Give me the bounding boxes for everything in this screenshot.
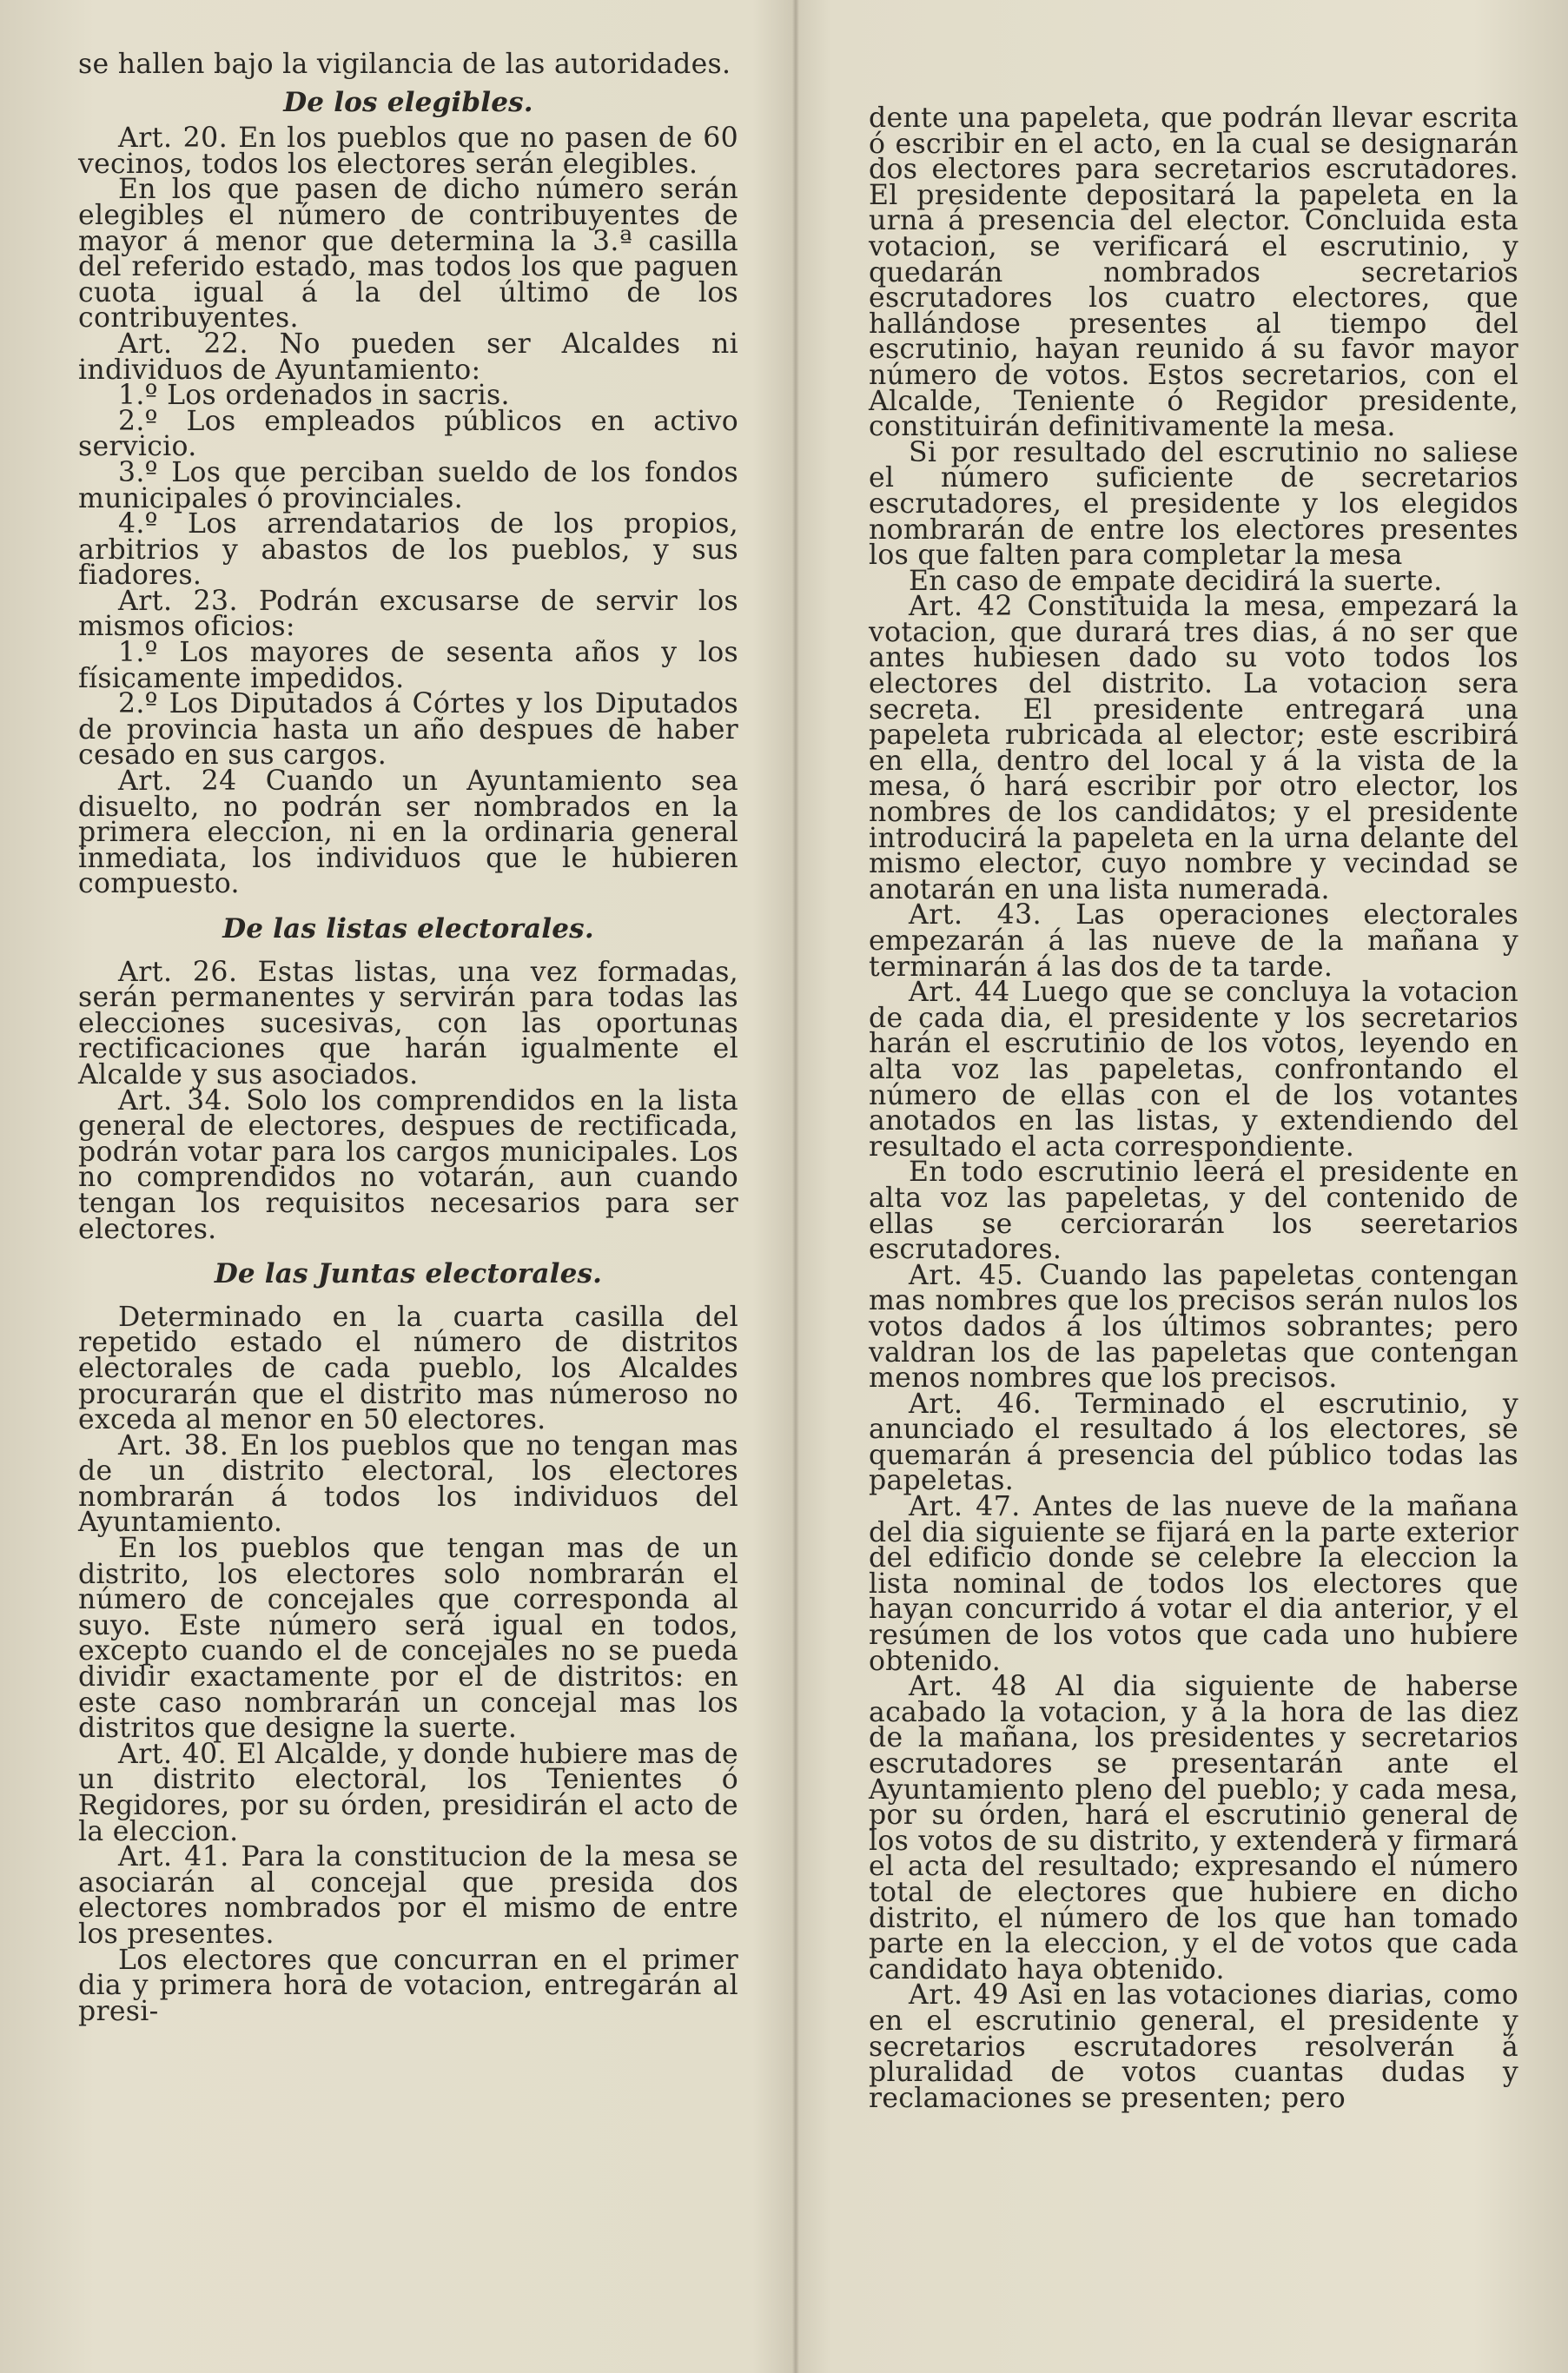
article-label: Art. 20. [118, 123, 228, 155]
article-label: Art. 24 [118, 766, 237, 798]
article-23: Art. 23. Podrán excusarse de servir los mismos oficios: [78, 585, 738, 643]
article-42: Art. 42 Constituida la mesa, empezará la votacion, que durará tres dias, á no ser que antes hubiesen dado su voto todos los electores del distrito. La votacion sera secreta. El presidente entregará una papeleta rubricada al elector; este escribirá en ella, dentro del local y á la vista de la mesa, ó hará escribir por otro elector, los nombres de los candidatos; y el presidente introducirá la papeleta en la urna delante del mismo elector, cuyo nombre y vecindad se anotarán en una lista numerada. [869, 591, 1518, 905]
paragraph-empate: En caso de empate decidirá la suerte. [909, 565, 1443, 597]
heading-listas: De las listas electorales. [222, 913, 594, 945]
article-22-item-4: 4.º Los arrendatarios de los propios, arbitrios y abastos de los pueblos, y sus fiadores. [78, 508, 738, 592]
article-45: Art. 45. Cuando las papeletas contengan mas nombres que los precisos serán nulos los votos dados á los últimos sobrantes; pero valdran los de las papeletas que contengan menos nombres que los precisos. [869, 1259, 1518, 1395]
article-label: Art. 38. [118, 1429, 229, 1462]
article-22: Art. 22. No pueden ser Alcaldes ni individuos de Ayuntamiento: [78, 328, 738, 386]
article-label: Art. 34. [118, 1084, 232, 1117]
article-label: Art. 46. [909, 1388, 1042, 1420]
article-41: Art. 41. Para la constitucion de la mesa se asociarán al concejal que presida dos electores nombrados por el mismo de entre los presentes. [78, 1841, 738, 1950]
article-20: Art. 20. En los pueblos que no pasen de 60 vecinos, todos los electores serán elegibles. [78, 123, 738, 180]
heading-juntas: De las Juntas electorales. [214, 1258, 603, 1290]
article-23-item-2: 2.º Los Diputados á Córtes y los Diputados de provincia hasta un año despues de haber cesado en sus cargos. [78, 688, 738, 772]
article-label: Art. 44 [909, 977, 1010, 1009]
article-48: Art. 48 Al dia siguiente de haberse acabado la votacion, y á la hora de las diez de la mañana, los presidentes y secretarios escrutadores se presentarán ante el Ayuntamiento pleno del pueblo; y cada mesa, por su órden, hará el escrutinio general de los votos de su distrito, y extenderá y firmará el acta del resultado; expresando el número total de electores que hubiere en dicho distrito, el número de los que han tomado parte en la eleccion, y el de votos que cada candidato haya obtenido. [869, 1671, 1518, 1985]
continued-paragraph: dente una papeleta, que podrán llevar escrita ó escribir en el acto, en la cual se designarán dos electores para secretarios escrutadores. El presidente depositará la papeleta en la urna á presencia del elector. Concluida esta votacion, se verificará el escrutinio, y quedarán nombrados secretarios escrutadores los cuatro electores, que hallándose presentes al tiempo del escrutinio, hayan reunido á su favor mayor número de votos. Estos secretarios, con el Alcalde, Teniente ó Regidor presidente, constituirán definitivamente la mesa. [869, 103, 1518, 443]
intro-paragraph: se hallen bajo la vigilancia de las autoridades. [78, 49, 731, 80]
page-fold [792, 0, 799, 2373]
article-label: Art. 45. [909, 1259, 1024, 1291]
article-label: Art. 40. [118, 1738, 228, 1770]
right-column [869, 103, 1518, 2114]
article-44: Art. 44 Luego que se concluya la votacion de cada dia, el presidente y los secretarios harán el escrutinio de los votos, leyendo en alta voz las papeletas, confrontando el número de ellas con el de los votantes anotados en las listas, y extendiendo del resultado el acta correspondiente. [869, 977, 1518, 1163]
article-20-continued: En los que pasen de dicho número serán elegibles el número de contribuyentes de mayor á menor que determina la 3.ª casilla del referido estado, mas todos los que paguen cuota igual á la del último de los contribuyentes. [78, 174, 738, 335]
article-label: Art. 26. [118, 956, 238, 988]
article-38: Art. 38. En los pueblos que no tengan mas de un distrito electoral, los electores nombrarán á todos los individuos del Ayuntamiento. [78, 1429, 738, 1539]
heading-elegibles: De los elegibles. [283, 86, 533, 118]
article-22-item-2: 2.º Los empleados públicos en activo servicio. [78, 405, 738, 463]
article-40: Art. 40. El Alcalde, y donde hubiere mas de un distrito electoral, los Tenientes ó Regidores, por su órden, presidirán el acto de la eleccion. [78, 1738, 738, 1847]
article-47: Art. 47. Antes de las nueve de la mañana del dia siguiente se fijará en la parte exterior del edificio donde se celebre la eleccion la lista nominal de todos los electores que hayan concurrido á votar el dia anterior, y el resúmen de los votos que cada uno hubiere obtenido. [869, 1491, 1518, 1677]
article-label: Art. 23. [118, 585, 239, 617]
article-22-item-3: 3.º Los que perciban sueldo de los fondos municipales ó provinciales. [78, 456, 738, 514]
article-label: Art. 41. [118, 1841, 229, 1873]
juntas-paragraph: Determinado en la cuarta casilla del repetido estado el número de distritos electorales de cada pueblo, los Alcaldes procurarán que el distrito mas númeroso no exceda al menor en 50 electores. [78, 1301, 738, 1436]
article-label: Art. 48 [909, 1671, 1028, 1703]
article-label: Art. 22. [118, 328, 248, 360]
article-24: Art. 24 Cuando un Ayuntamiento sea disuelto, no podrán ser nombrados en la primera eleccion, ni en la ordinaria general inmediata, los individuos que le hubieren compuesto. [78, 766, 738, 900]
article-41-continued: Los electores que concurran en el primer dia y primera hora de votacion, entregarán al presi- [78, 1944, 738, 2027]
article-34: Art. 34. Solo los comprendidos en la lista general de electores, despues de rectificada, podrán votar para los cargos municipales. Los no comprendidos no votarán, aun cuando tengan los requisitos necesarios para ser electores. [78, 1084, 738, 1245]
paragraph-si: Si por resultado del escrutinio no saliese el número suficiente de secretarios escrutadores, el presidente y los elegidos nombrarán de entre los electores presentes los que falten para completar la mesa [869, 436, 1518, 572]
article-43: Art. 43. Las operaciones electorales empezarán á las nueve de la mañana y terminarán á las dos de ta tarde. [869, 899, 1518, 983]
article-label: Art. 47. [909, 1491, 1021, 1523]
article-46: Art. 46. Terminado el escrutinio, y anunciado el resultado á los electores, se quemarán á presencia del público todas las papeletas. [869, 1388, 1518, 1497]
article-23-item-1: 1.º Los mayores de sesenta años y los físicamente impedidos. [78, 637, 738, 694]
article-22-item-1: 1.º Los ordenados in sacris. [118, 380, 510, 412]
article-label: Art. 42 [909, 591, 1014, 623]
left-column [78, 49, 738, 2027]
article-label: Art. 49 [909, 1979, 1009, 2012]
article-38-continued: En los pueblos que tengan mas de un distrito, los electores solo nombrarán el número de concejales que corresponda al suyo. Este número será igual en todos, excepto cuando el de concejales no se pueda dividir exactamente por el de distritos: en este caso nombrarán un concejal mas los distritos que designe la suerte. [78, 1533, 738, 1745]
article-49: Art. 49 Asi en las votaciones diarias, como en el escrutinio general, el presidente y secretarios escrutadores resolverán á pluralidad de votos cuantas dudas y reclamaciones se presenten; pero [869, 1979, 1518, 2114]
article-44-continued: En todo escrutinio leerá el presidente en alta voz las papeletas, y del contenido de ellas se cerciorarán los seeretarios escrutadores. [869, 1157, 1518, 1266]
article-label: Art. 43. [909, 899, 1042, 931]
article-26: Art. 26. Estas listas, una vez formadas, serán permanentes y servirán para todas las elecciones sucesivas, con las oportunas rectificaciones que harán igualmente el Alcalde y sus asociados. [78, 956, 738, 1090]
